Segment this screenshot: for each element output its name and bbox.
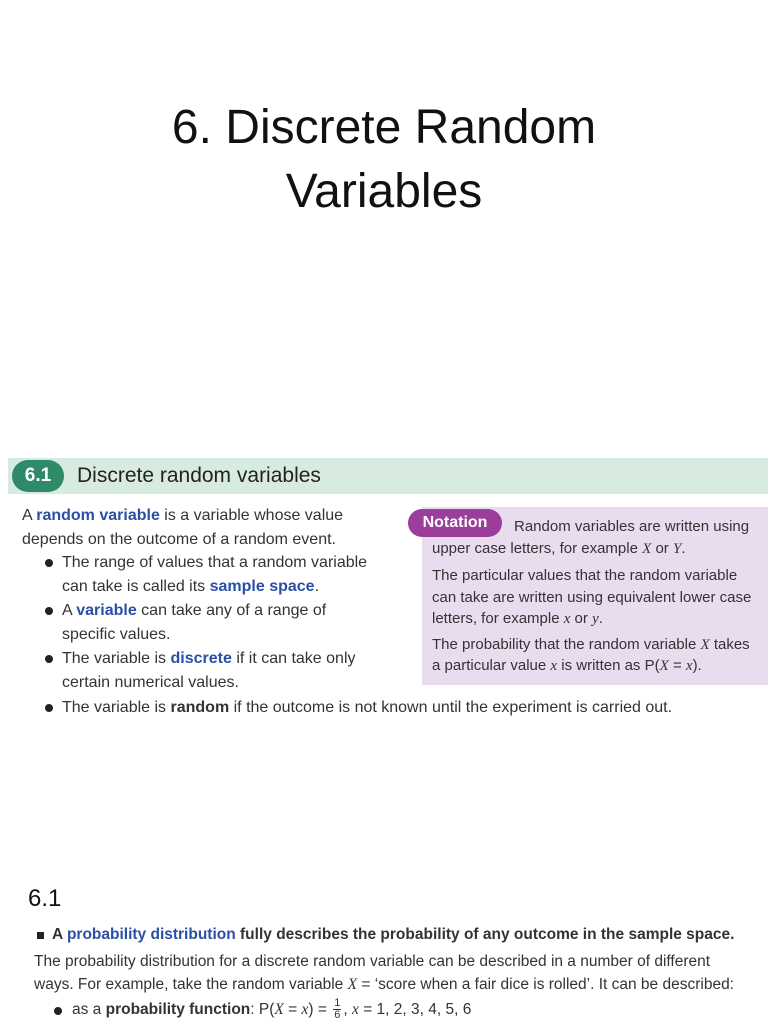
bullet-icon (54, 1007, 62, 1015)
keyword-discrete: discrete (170, 650, 232, 667)
fraction-one-sixth: $\frac{1}{6}$ (334, 997, 341, 1022)
bullet-icon (45, 607, 53, 615)
keyword-probability-distribution: probability distribution (66, 926, 236, 943)
slide-title-line-2: Variables (285, 165, 483, 218)
notation-line-2: upper case letters, for example X or Y. (432, 540, 686, 557)
distribution-line-4: as a probability function: P(X = x) = $\frac{1}{6}$ , x = 1, 2, 3, 4, 5, 6 (72, 997, 472, 1022)
slide-title (0, 96, 768, 224)
definition-line-1: A random variable is a variable whose value (22, 507, 344, 524)
bullet-3-line-1: The variable is discrete if it can take only (62, 650, 356, 667)
notation-line-6: The probability that the random variable X takes (432, 636, 750, 653)
bullet-2-line-2: specific values. (62, 626, 171, 643)
keyword-variable: variable (76, 602, 137, 619)
keyword-random: random (170, 699, 230, 716)
bullet-2-line-1: A variable can take any of a range of (62, 602, 327, 619)
keyword-probability-function: probability function (105, 1001, 251, 1018)
bullet-4: The variable is random if the outcome is not known until the experiment is carried out. (62, 699, 673, 716)
bullet-icon (45, 704, 53, 712)
bullet-3-line-2: certain numerical values. (62, 674, 239, 691)
bullet-icon (45, 559, 53, 567)
section-title: Discrete random variables (77, 464, 321, 487)
keyword-random-variable: random variable (36, 507, 160, 524)
bullet-icon (45, 655, 53, 663)
distribution-line-1: A probability distribution fully describes the probability of any outcome in the sample space. (52, 926, 735, 943)
definition-line-2: depends on the outcome of a random event. (22, 531, 336, 548)
distribution-line-2: The probability distribution for a discrete random variable can be described in a number of different (34, 953, 711, 970)
notation-line-5: letters, for example x or y. (432, 610, 603, 627)
notation-tag: Notation (408, 509, 502, 537)
keyword-sample-space: sample space (209, 578, 315, 595)
bullet-1-line-2: can take is called its sample space. (62, 578, 320, 595)
distribution-line-3: ways. For example, take the random variable X = ‘score when a fair dice is rolled’. It can be described: (34, 976, 734, 993)
slide-title-line-1: 6. Discrete Random (171, 101, 597, 154)
notation-line-4: can take are written using equivalent lower case (432, 589, 752, 606)
square-bullet-icon (37, 932, 44, 939)
notation-line-1: Random variables are written using (514, 518, 750, 535)
notation-line-3: The particular values that the random variable (432, 567, 738, 584)
section-number-badge: 6.1 (12, 460, 64, 492)
bullet-1-line-1: The range of values that a random variable (62, 554, 368, 571)
notation-line-7: a particular value x is written as P(X = x). (432, 657, 702, 674)
subsection-label: 6.1 (28, 885, 62, 912)
